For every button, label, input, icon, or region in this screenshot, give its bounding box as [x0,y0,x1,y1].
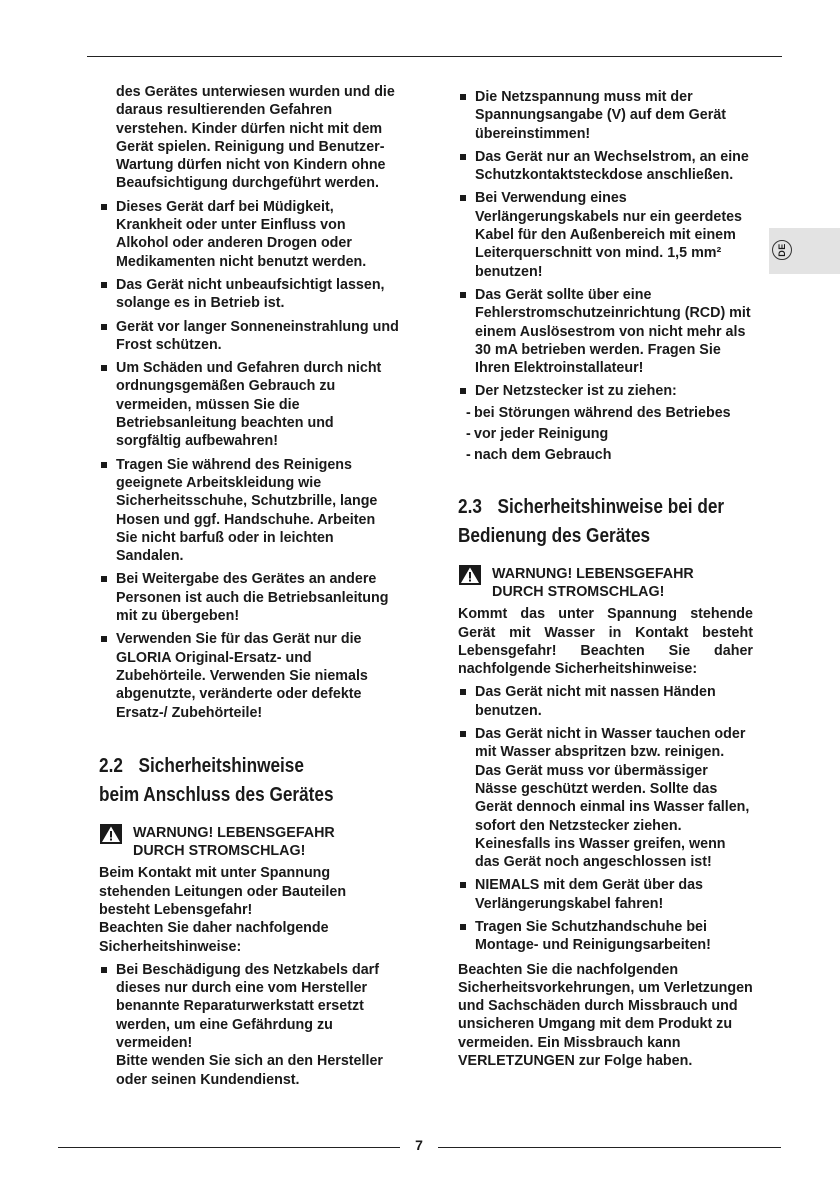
list-item: Das Gerät nur an Wechselstrom, an eine Schutzkontaktsteckdose anschließen. [458,148,753,185]
footer-rule-left [58,1147,400,1148]
list-item: Um Schäden und Gefahren durch nicht ordnungsgemäßen Gebrauch zu vermeiden, müssen Sie die Betriebsanleitung beachten und sorgfältig aufbewahren! [99,359,399,450]
list-item: Das Gerät sollte über eine Fehlerstromschutzeinrichtung (RCD) mit einem Auslösestrom von nicht mehr als 30 mA betrieben werden. Fragen Sie Ihren Elektroinstallateur! [458,286,753,377]
list-item: Bei Verwendung eines Verlängerungskabels nur ein geerdetes Kabel für den Außenbereich mit einem Leiterquerschnitt von mind. 1,5 mm² benutzen! [458,189,753,280]
section-title-line1: Sicherheitshinweise [138,754,304,777]
warning-triangle-icon [100,824,122,844]
intro-paragraph: des Gerätes unterwiesen wurden und die daraus resultierenden Gefahren verstehen. Kinder dürfen nicht mit dem Gerät spielen. Reinigung und Benutzer-Wartung dürfen nicht von Kindern ohne Beaufsichtigung durchgeführt werden. [116,84,395,192]
warning-subtitle: DURCH STROMSCHLAG! [133,843,306,860]
unplug-conditions-list [458,404,753,465]
connection-bullet-list [99,961,399,1089]
section-heading-2-2 [99,752,400,810]
list-item: Die Netzspannung muss mit der Spannungsangabe (V) auf dem Gerät übereinstimmen! [458,88,753,143]
page-number: 7 [415,1137,423,1153]
list-item: Dieses Gerät darf bei Müdigkeit, Krankheit oder unter Einfluss von Alkohol oder anderen Drogen oder Medikamenten nicht benutzt werden. [99,198,399,271]
list-item: - vor jeder Reinigung [458,425,753,443]
warning-subtitle: DURCH STROMSCHLAG! [492,583,665,600]
warning-title: WARNUNG! LEBENSGEFAHR [133,824,335,841]
list-item: Das Gerät nicht unbeaufsichtigt lassen, solange es in Betrieb ist. [99,276,399,313]
list-item: Tragen Sie Schutzhandschuhe bei Montage- und Reinigungsarbeiten! [458,918,753,955]
section-title-line2: Bedienung des Gerätes [458,524,651,547]
list-item-extra: Bitte wenden Sie sich an den Hersteller oder seinen Kundendienst. [116,1053,383,1088]
list-item: NIEMALS mit dem Gerät über das Verlängerungskabel fahren! [458,876,753,913]
section-title-line2: beim Anschluss des Gerätes [99,783,334,806]
left-column [99,83,399,1089]
list-item: Bei Weitergabe des Gerätes an andere Personen ist auch die Betriebsanleitung mit zu übergeben! [99,570,399,625]
warning-block [99,824,399,861]
list-item: Verwenden Sie für das Gerät nur die GLORIA Original-Ersatz- und Zubehörteile. Verwenden Sie niemals abgenutzte, veränderte oder defekte Ersatz-/ Zubehörteile! [99,630,399,721]
list-item: Der Netzstecker ist zu ziehen: [458,382,753,400]
list-item: - bei Störungen während des Betriebes [458,404,753,422]
section-number: 2.3 [458,495,482,518]
section-title-line1: Sicherheitshinweise bei der [497,495,725,518]
section-number: 2.2 [99,754,123,777]
language-badge [772,240,792,260]
warning-triangle-icon [459,565,481,585]
footer-rule-right [438,1147,781,1148]
list-item: Gerät vor langer Sonneneinstrahlung und Frost schützen. [99,318,399,355]
right-column [458,88,753,1070]
language-badge-label: DE [776,243,787,257]
paragraph: Beachten Sie daher nachfolgende Sicherheitshinweise: [99,920,329,955]
section-heading-2-3 [458,493,759,551]
warning-block [458,565,753,602]
list-item [99,961,399,1089]
closing-paragraph: Beachten Sie die nachfolgenden Sicherheitsvorkehrungen, um Verletzungen und Sachschäden durch Missbrauch und unsicheren Umgang mit dem Produkt zu vermeiden. Ein Missbrauch kann VERLETZUNGEN zur Folge haben. [458,961,753,1070]
right-bullet-list [458,88,753,401]
header-rule [87,56,782,57]
list-item: - nach dem Gebrauch [458,446,753,464]
list-item: Das Gerät nicht in Wasser tauchen oder mit Wasser abspritzen bzw. reinigen. Das Gerät muss vor übermässiger Nässe geschützt werden. Sollte das Gerät dennoch einmal ins Wasser fallen, sofort den Netzstecker ziehen. Keinesfalls ins Wasser greifen, wenn das Gerät noch angeschlossen ist! [458,725,753,871]
list-item: Das Gerät nicht mit nassen Händen benutzen. [458,683,753,720]
warning-title: WARNUNG! LEBENSGEFAHR [492,565,694,582]
paragraph: Kommt das unter Spannung stehende Gerät mit Wasser in Kontakt besteht Lebensgefahr! Beachten Sie daher nachfolgende Sicherheitshinweise: [458,606,753,678]
list-item: Tragen Sie während des Reinigens geeignete Arbeitskleidung wie Sicherheitsschuhe, Schutzbrille, lange Hosen und ggf. Handschuhe. Arbeiten Sie nicht barfuß oder in leichten Sandalen. [99,456,399,566]
left-bullet-list [99,198,399,722]
operation-bullet-list [458,683,753,954]
paragraph: Beim Kontakt mit unter Spannung stehenden Leitungen oder Bauteilen besteht Lebensgefahr! [99,865,347,918]
list-item-text: Bei Beschädigung des Netzkabels darf dieses nur durch eine vom Hersteller benannte Reparaturwerkstatt ersetzt werden, um eine Gefährdung zu vermeiden! [116,961,379,1052]
